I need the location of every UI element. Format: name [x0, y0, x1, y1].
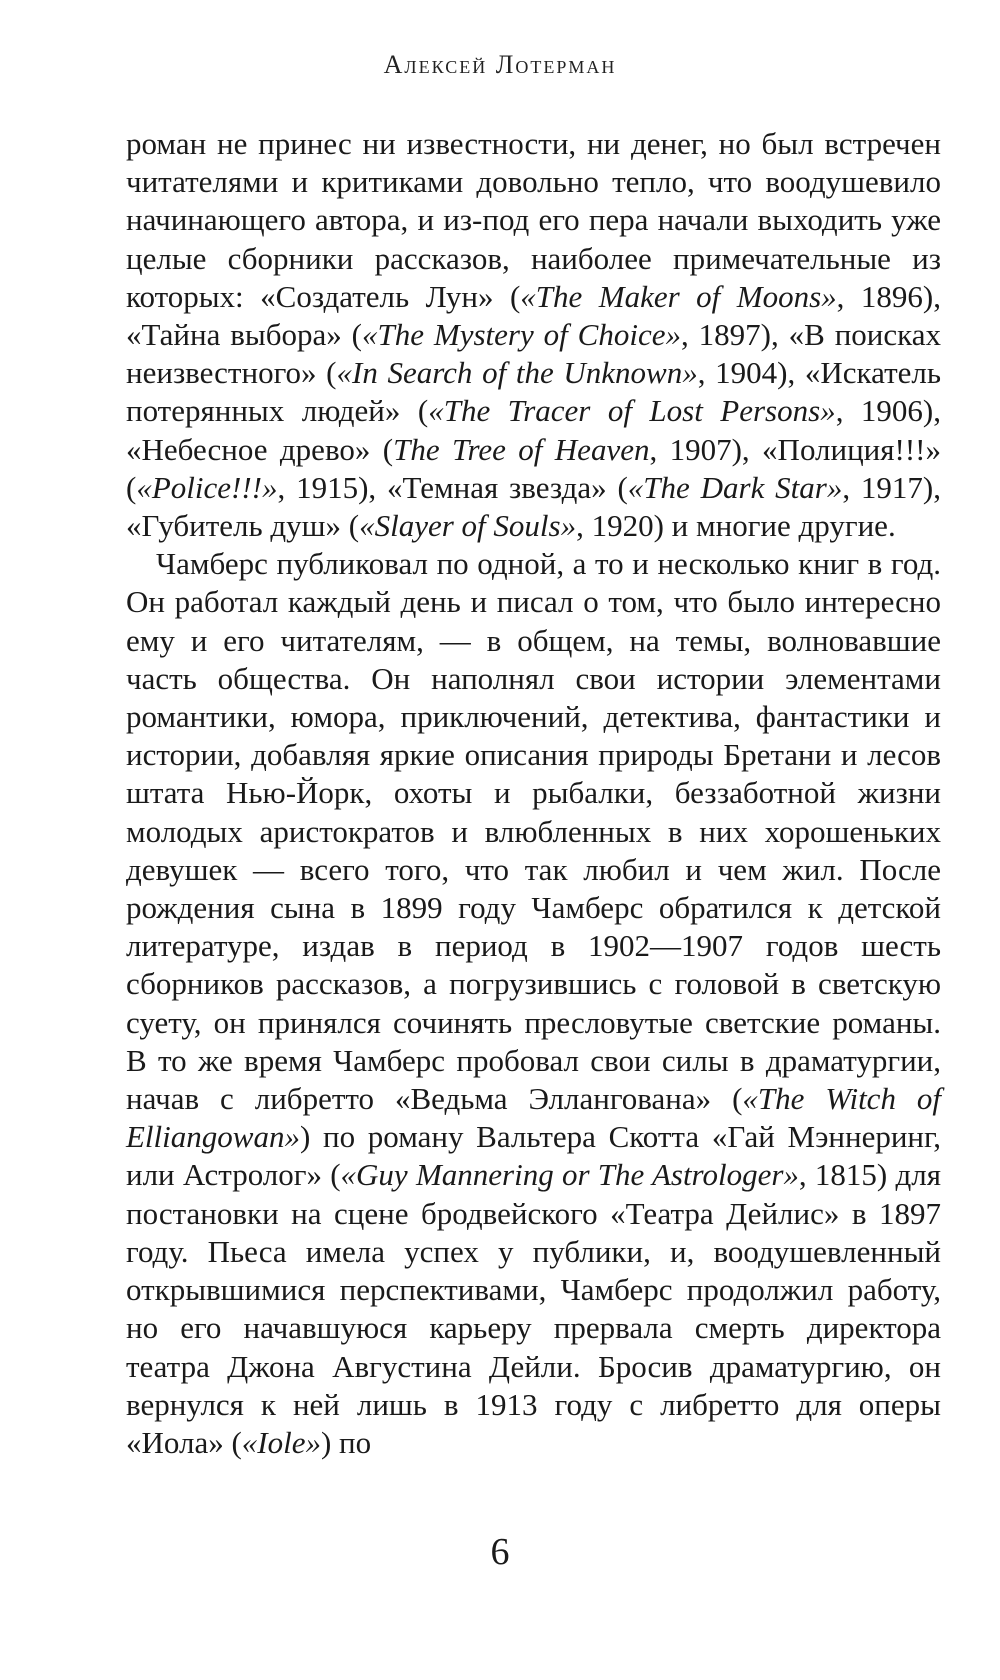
- page-number: 6: [490, 1531, 510, 1573]
- text-run: , 1897), «В поисках неизвестного» (: [126, 317, 941, 391]
- paragraph-2: [126, 545, 941, 1462]
- italic-title: «Slayer of Souls»: [359, 508, 577, 544]
- italic-title: The Tree of Heaven: [393, 431, 650, 467]
- italic-title: «Guy Mannering or The Astrologer»: [340, 1157, 799, 1193]
- text-run: роман не принес ни известности, ни денег, но был встречен читателями и критиками довольно тепло, что воодушевило начинающего автора, и из-под его пера начали выходить уже целые сборники рассказов, наиболее примечательные из которых: «Создатель Лун» (: [126, 126, 941, 314]
- italic-title: «Iole»: [241, 1424, 321, 1460]
- text-run: , 1904), «Искатель потерянных людей» (: [126, 355, 941, 429]
- text-run: , 1815) для постановки на сцене бродвейского «Театра Дейлис» в 1897 году. Пьеса имела успех у публики, и, воодушевленный открывшимися перспективами, Чамберс продолжил работу, но его начавшуюся карьеру прервала смерть директора театра Джона Августина Дейли. Бросив драматургию, он вернулся к ней лишь в 1913 году с либретто для оперы «Иола» (: [126, 1157, 941, 1460]
- text-run: , 1907), «Полиция!!!» (: [126, 431, 941, 505]
- italic-title: «The Witch of Elliangowan»: [126, 1081, 942, 1155]
- text-run: , 1915), «Темная звезда» (: [277, 469, 628, 505]
- text-run: ) по роману Вальтера Скотта «Гай Мэннеринг, или Астролог» (: [126, 1119, 941, 1193]
- italic-title: «The Maker of Moons»: [520, 278, 837, 314]
- body-text: [126, 125, 941, 1462]
- italic-title: «The Mystery of Choice»: [362, 317, 681, 353]
- text-run: , 1920) и многие другие.: [576, 508, 896, 544]
- text-run: Чамберс публиковал по одной, а то и несколько книг в год. Он работал каждый день и писал о том, что было интересно ему и его читателям, — в общем, на темы, волновавшие часть общества. Он наполнял свои истории элементами романтики, юмора, приключений, детектива, фантастики и истории, добавляя яркие описания природы Бретани и лесов штата Нью-Йорк, охоты и рыбалки, беззаботной жизни молодых аристократов и влюбленных в них хорошеньких девушек — всего того, что так любил и чем жил. После рождения сына в 1899 году Чамберс обратился к детской литературе, издав в период в 1902—1907 годов шесть сборников рассказов, а погрузившись с головой в светскую суету, он принялся сочинять пресловутые светские романы. В то же время Чамберс пробовал свои силы в драматургии, начав с либретто «Ведьма Эллангована» (: [126, 546, 941, 1117]
- italic-title: «In Search of the Unknown»: [336, 355, 698, 391]
- text-run: , 1917), «Губитель душ» (: [126, 469, 942, 544]
- running-head: Алексей Лотерман: [383, 50, 617, 79]
- italic-title: «Police!!!»: [136, 469, 278, 505]
- italic-title: «The Dark Star»: [627, 469, 843, 505]
- text-run: , 1896), «Тайна выбора» (: [126, 278, 941, 353]
- italic-title: «The Tracer of Lost Persons»: [428, 393, 836, 429]
- text-run: , 1906), «Небесное древо» (: [126, 393, 941, 467]
- text-run: ) по: [320, 1424, 372, 1460]
- paragraph-1: [126, 125, 941, 545]
